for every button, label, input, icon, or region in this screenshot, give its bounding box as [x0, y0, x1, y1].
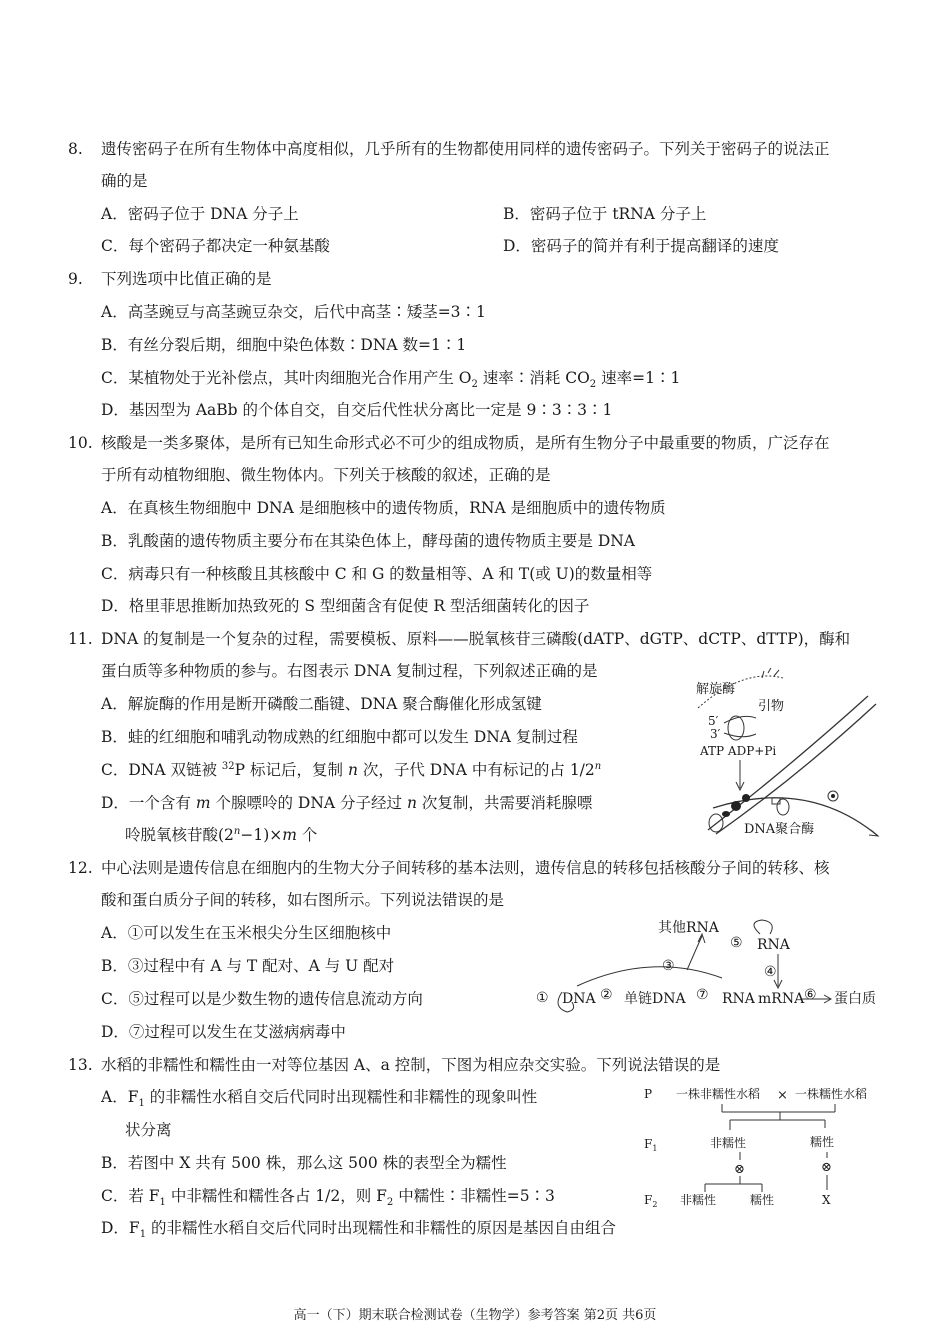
q11-option-d: D．一个含有 m 个腺嘌呤的 DNA 分子经过 n 次复制，共需要消耗腺嘌 — [101, 794, 593, 812]
polymerase-label: DNA聚合酶 — [744, 822, 815, 837]
q11-number: 11. — [68, 630, 93, 648]
atp-label: ATP ADP+Pi — [700, 744, 777, 758]
other-rna-label: 其他RNA — [658, 920, 719, 936]
q8-number: 8. — [68, 140, 83, 158]
q8-stem-line2: 确的是 — [101, 172, 148, 190]
helicase-label: 解旋酶 — [696, 682, 736, 697]
f1-label: $F_1$ — [644, 1137, 658, 1153]
q8-option-b: B．密码子位于 tRNA 分子上 — [503, 205, 707, 223]
q12-option-a: A．①可以发生在玉米根尖分生区细胞核中 — [101, 924, 392, 942]
q11-stem-line2: 蛋白质等多种物质的参与。右图表示 DNA 复制过程，下列叙述正确的是 — [101, 662, 598, 680]
q13-option-b: B．若图中 X 共有 500 株，那么这 500 株的表型全为糯性 — [101, 1154, 507, 1172]
q11-stem-line1: DNA 的复制是一个复杂的过程，需要模板、原料——脱氧核苷三磷酸(dATP、dGTP、dCTP、dTTP)，酶和 — [101, 630, 851, 648]
protein-label: 蛋白质 — [834, 991, 876, 1007]
q12-stem-line1: 中心法则是遗传信息在细胞内的生物大分子间转移的基本法则，遗传信息的转移包括核酸分子间的转移、核 — [101, 859, 830, 877]
circle-4: ④ — [764, 964, 777, 980]
three-prime-label: 3′ — [710, 727, 721, 741]
ssdna-label: 单链DNA — [624, 991, 686, 1007]
central-dogma-figure — [532, 912, 892, 1022]
q9-number: 9. — [68, 270, 83, 288]
q13-option-c: C．若 $F_1$ 中非糯性和糯性各占 1/2，则 $F_2$ 中糯性∶非糯性=5∶3 — [101, 1187, 555, 1209]
q10-option-a: A．在真核生物细胞中 DNA 是细胞核中的遗传物质，RNA 是细胞质中的遗传物质 — [101, 499, 666, 517]
q10-stem-line1: 核酸是一类多聚体，是所有已知生命形式必不可少的组成物质，是所有生物分子中最重要的物质，广泛存在 — [101, 434, 830, 452]
q9-option-b: B．有丝分裂后期，细胞中染色体数∶DNA 数=1∶1 — [101, 336, 467, 354]
q9-option-a: A．高茎豌豆与高茎豌豆杂交，后代中高茎∶矮茎=3∶1 — [101, 303, 486, 321]
self-cross-1: ⊗ — [734, 1162, 745, 1177]
parent2-label: 一株糯性水稻 — [795, 1087, 868, 1101]
parent1-label: 一株非糯性水稻 — [676, 1087, 761, 1101]
cross-experiment-figure — [640, 1078, 890, 1216]
self-cross-2: ⊗ — [821, 1160, 832, 1175]
q11-option-b: B．蛙的红细胞和哺乳动物成熟的红细胞中都可以发生 DNA 复制过程 — [101, 728, 578, 746]
q12-option-c: C．⑤过程可以是少数生物的遗传信息流动方向 — [101, 990, 423, 1008]
f2-waxy: 糯性 — [750, 1193, 775, 1207]
q10-option-c: C．病毒只有一种核酸且其核酸中 C 和 G 的数量相等、A 和 T(或 U)的数量相等 — [101, 565, 653, 583]
circle-7: ⑦ — [696, 987, 709, 1003]
q12-number: 12. — [68, 859, 93, 877]
five-prime-label: 5′ — [708, 714, 719, 728]
q13-number: 13. — [68, 1056, 93, 1074]
p-label: P — [644, 1087, 653, 1101]
q11-option-a: A．解旋酶的作用是断开磷酸二酯键、DNA 聚合酶催化形成氢键 — [101, 695, 542, 713]
q13-option-a: A．$F_1$ 的非糯性水稻自交后代同时出现糯性和非糯性的现象叫性 — [101, 1088, 538, 1110]
q13-stem: 水稻的非糯性和糯性由一对等位基因 A、a 控制，下图为相应杂交实验。下列说法错误的是 — [101, 1056, 721, 1074]
q8-stem-line1: 遗传密码子在所有生物体中高度相似，几乎所有的生物都使用同样的遗传密码子。下列关于密码子的说法正 — [101, 140, 830, 158]
q9-option-d: D．基因型为 AaBb 的个体自交，自交后代性状分离比一定是 9∶3∶3∶1 — [101, 401, 613, 419]
circle-6: ⑥ — [804, 987, 817, 1003]
q11-option-d-cont: 呤脱氧核苷酸$(2^n-1)\times m$ 个 — [125, 825, 318, 844]
q10-stem-line2: 于所有动植物细胞、微生物体内。下列关于核酸的叙述，正确的是 — [101, 466, 551, 484]
q10-option-b: B．乳酸菌的遗传物质主要分布在其染色体上，酵母菌的遗传物质主要是 DNA — [101, 532, 636, 550]
mrna-label: mRNA — [758, 991, 805, 1007]
f2-label: $F_2$ — [644, 1193, 658, 1209]
q9-option-c: C．某植物处于光补偿点，其叶肉细胞光合作用产生 $O_2$ 速率∶消耗 $CO_2$ 速率=1∶1 — [101, 369, 681, 391]
q13-option-d: D．$F_1$ 的非糯性水稻自交后代同时出现糯性和非糯性的原因是基因自由组合 — [101, 1219, 616, 1241]
dna-replication-figure — [688, 668, 888, 842]
q12-option-d: D．⑦过程可以发生在艾滋病病毒中 — [101, 1023, 346, 1041]
circle-2: ② — [600, 987, 613, 1003]
q8-option-d: D．密码子的简并有利于提高翻译的速度 — [503, 237, 779, 255]
q13-option-a-cont: 状分离 — [125, 1121, 172, 1139]
circle-3: ③ — [662, 958, 675, 974]
f1-waxy: 糯性 — [810, 1135, 835, 1149]
f2-nonwaxy: 非糯性 — [680, 1193, 717, 1207]
primer-label: 引物 — [758, 699, 785, 714]
q8-option-a: A．密码子位于 DNA 分子上 — [101, 205, 299, 223]
x-label: X — [822, 1193, 831, 1207]
rna-top-label: RNA — [757, 937, 790, 953]
f1-nonwaxy: 非糯性 — [710, 1136, 747, 1150]
q10-option-d: D．格里菲思推断加热致死的 S 型细菌含有促使 R 型活细菌转化的因子 — [101, 597, 590, 615]
rna-label: RNA — [722, 991, 755, 1007]
q12-stem-line2: 酸和蛋白质分子间的转移，如右图所示。下列说法错误的是 — [101, 891, 505, 909]
q12-option-b: B．③过程中有 A 与 T 配对、A 与 U 配对 — [101, 957, 395, 975]
circle-5: ⑤ — [730, 935, 743, 951]
q10-number: 10. — [68, 434, 93, 452]
cross-symbol: × — [777, 1088, 788, 1103]
q11-option-c: C．DNA 双链被 $^{32}$P 标记后，复制 n 次，子代 DNA 中有标记的占 1/2$^n$ — [101, 760, 602, 779]
q8-option-c: C．每个密码子都决定一种氨基酸 — [101, 237, 330, 255]
circle-1: ① — [536, 990, 549, 1006]
page-footer: 高一（下）期末联合检测试卷（生物学）参考答案 第2页 共6页 — [293, 1308, 657, 1323]
q9-stem: 下列选项中比值正确的是 — [101, 270, 272, 288]
dna-label: DNA — [562, 991, 596, 1007]
